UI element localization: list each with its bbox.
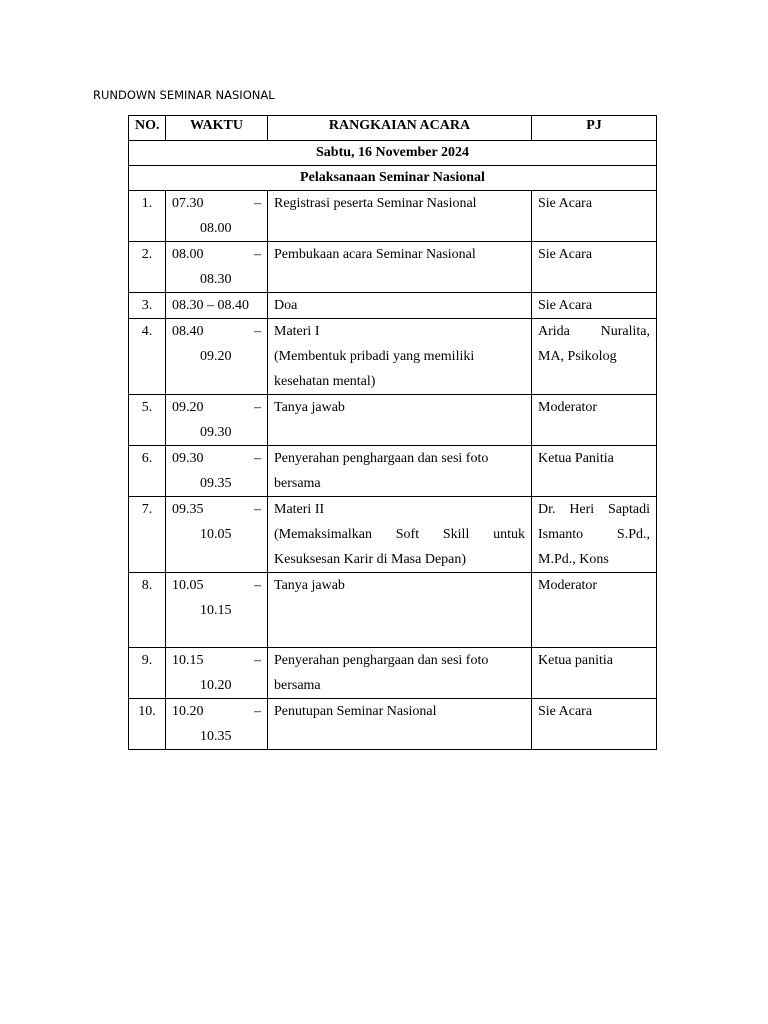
row-activity [268, 242, 532, 293]
pj-line: MA, Psikolog [538, 349, 617, 364]
row-time [166, 699, 268, 750]
section-row [129, 166, 657, 191]
document-heading: RUNDOWN SEMINAR NASIONAL [93, 88, 275, 102]
row-activity [268, 293, 532, 319]
row-number: 10. [129, 699, 166, 750]
time-start: 10.05 – [172, 578, 261, 593]
row-activity [268, 446, 532, 497]
row-number: 9. [129, 648, 166, 699]
row-activity [268, 191, 532, 242]
table-row [129, 395, 657, 446]
activity-line: Penutupan Seminar Nasional [274, 704, 437, 719]
time-start: 08.30 – 08.40 [172, 298, 249, 313]
row-time [166, 242, 268, 293]
time-end: 10.15 [200, 603, 232, 618]
activity-line: kesehatan mental) [274, 374, 376, 389]
row-pj [532, 573, 657, 648]
header-no: NO. [129, 116, 166, 141]
table-row [129, 319, 657, 395]
activity-line: (Memaksimalkan Soft Skill untuk [274, 527, 525, 542]
time-start: 09.20 – [172, 400, 261, 415]
activity-line: Pembukaan acara Seminar Nasional [274, 247, 476, 262]
row-pj [532, 497, 657, 573]
time-start: 07.30 – [172, 196, 261, 211]
pj-line: Sie Acara [538, 298, 593, 313]
header-time: WAKTU [166, 116, 268, 141]
row-number: 4. [129, 319, 166, 395]
row-activity [268, 497, 532, 573]
row-number: 8. [129, 573, 166, 648]
row-time [166, 191, 268, 242]
time-end: 10.20 [200, 678, 232, 693]
row-activity [268, 395, 532, 446]
activity-line: Materi II [274, 502, 325, 517]
row-number: 6. [129, 446, 166, 497]
pj-line: M.Pd., Kons [538, 552, 609, 567]
row-activity [268, 319, 532, 395]
row-number: 2. [129, 242, 166, 293]
table-row [129, 699, 657, 750]
row-pj [532, 191, 657, 242]
pj-line: Sie Acara [538, 196, 593, 211]
time-start: 08.00 – [172, 247, 261, 262]
date-row [129, 141, 657, 166]
activity-line: Tanya jawab [274, 578, 345, 593]
row-number: 5. [129, 395, 166, 446]
row-time [166, 319, 268, 395]
header-pj: PJ [532, 116, 657, 141]
activity-line: Kesuksesan Karir di Masa Depan) [274, 552, 467, 567]
time-start: 10.15 – [172, 653, 261, 668]
table-row [129, 242, 657, 293]
time-end: 09.35 [200, 476, 232, 491]
section-cell: Pelaksanaan Seminar Nasional [129, 166, 657, 191]
activity-line: Tanya jawab [274, 400, 345, 415]
row-time [166, 648, 268, 699]
table-row [129, 573, 657, 648]
row-pj [532, 319, 657, 395]
row-number: 3. [129, 293, 166, 319]
row-number: 1. [129, 191, 166, 242]
pj-line: Sie Acara [538, 704, 593, 719]
time-end: 09.20 [200, 349, 232, 364]
pj-line: Dr. Heri Saptadi [538, 502, 650, 517]
row-pj [532, 395, 657, 446]
activity-line: Doa [274, 298, 298, 313]
time-start: 10.20 – [172, 704, 261, 719]
time-end: 10.35 [200, 729, 232, 744]
time-end: 10.05 [200, 527, 232, 542]
pj-line: Ketua Panitia [538, 451, 614, 466]
table-row [129, 446, 657, 497]
row-pj [532, 648, 657, 699]
row-time [166, 446, 268, 497]
table-row [129, 191, 657, 242]
rundown-table [128, 115, 657, 750]
pj-line: Ketua panitia [538, 653, 614, 668]
activity-line: bersama [274, 678, 321, 693]
time-end: 08.00 [200, 221, 232, 236]
row-pj [532, 293, 657, 319]
row-activity [268, 699, 532, 750]
date-cell: Sabtu, 16 November 2024 [129, 141, 657, 166]
activity-line: (Membentuk pribadi yang memiliki [274, 349, 475, 364]
table-header-row [129, 116, 657, 141]
table-row [129, 648, 657, 699]
pj-line: Sie Acara [538, 247, 593, 262]
activity-line: Penyerahan penghargaan dan sesi foto [274, 653, 489, 668]
time-start: 08.40 – [172, 324, 261, 339]
activity-line: Registrasi peserta Seminar Nasional [274, 196, 477, 211]
table-row [129, 497, 657, 573]
pj-line: Moderator [538, 400, 598, 415]
time-start: 09.35 – [172, 502, 261, 517]
time-end: 08.30 [200, 272, 232, 287]
row-pj [532, 242, 657, 293]
pj-line: Ismanto S.Pd., [538, 527, 650, 542]
row-pj [532, 446, 657, 497]
row-time [166, 395, 268, 446]
row-pj [532, 699, 657, 750]
row-activity [268, 573, 532, 648]
table-row [129, 293, 657, 319]
activity-line: Materi I [274, 324, 320, 339]
time-end: 09.30 [200, 425, 232, 440]
pj-line: Arida Nuralita, [538, 324, 650, 339]
activity-line: Penyerahan penghargaan dan sesi foto [274, 451, 489, 466]
activity-line: bersama [274, 476, 321, 491]
row-time [166, 497, 268, 573]
row-number: 7. [129, 497, 166, 573]
row-activity [268, 648, 532, 699]
time-start: 09.30 – [172, 451, 261, 466]
row-time [166, 573, 268, 648]
pj-line: Moderator [538, 578, 598, 593]
row-time [166, 293, 268, 319]
header-activity: RANGKAIAN ACARA [268, 116, 532, 141]
